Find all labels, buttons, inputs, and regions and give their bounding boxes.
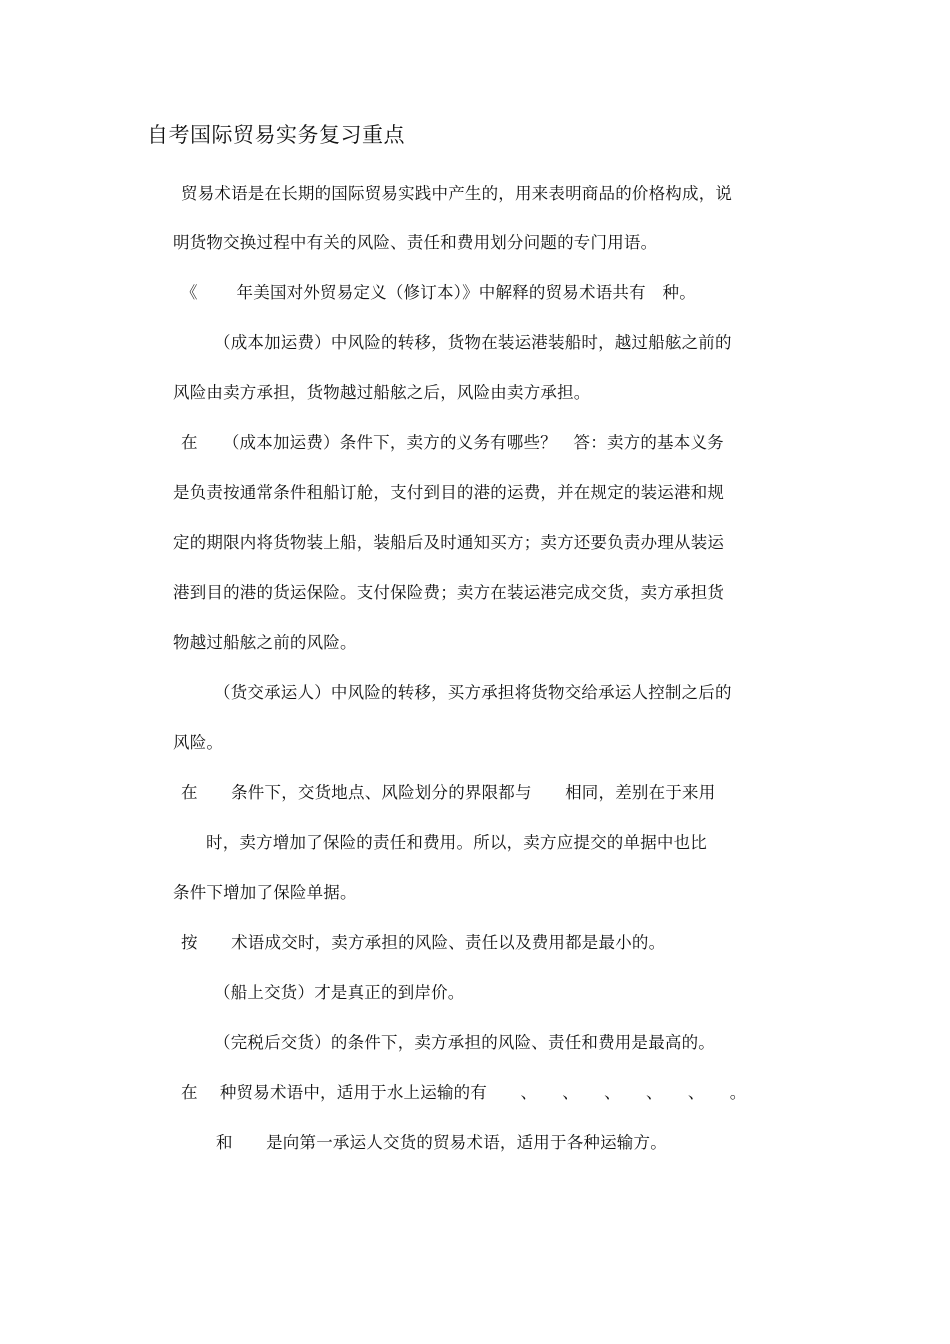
document-title: 自考国际贸易实务复习重点 [147, 123, 405, 147]
paragraph-line: （货交承运人）中风险的转移，买方承担将货物交给承运人控制之后的 [214, 683, 732, 702]
paragraph-line: 按 术语成交时，卖方承担的风险、责任以及费用都是最小的。 [181, 933, 666, 952]
paragraph-line: 在 条件下，交货地点、风险划分的界限都与 相同，差别在于来用 [181, 783, 716, 802]
paragraph-line: 是负责按通常条件租船订舱，支付到目的港的运费，并在规定的装运港和规 [173, 483, 725, 502]
paragraph-line: （船上交货）才是真正的到岸价。 [214, 983, 465, 1002]
paragraph-line: 在 种贸易术语中，适用于水上运输的有 、 、 、 、 、 。 [181, 1083, 747, 1102]
paragraph-line: 港到目的港的货运保险。支付保险费；卖方在装运港完成交货，卖方承担货 [173, 583, 725, 602]
paragraph-line: 风险由卖方承担，货物越过船舷之后，风险由卖方承担。 [173, 383, 591, 402]
paragraph-line: 时，卖方增加了保险的责任和费用。所以，卖方应提交的单据中也比 [206, 833, 707, 852]
paragraph-line: 贸易术语是在长期的国际贸易实践中产生的，用来表明商品的价格构成，说 [181, 184, 733, 203]
paragraph-line: 条件下增加了保险单据。 [173, 883, 357, 902]
paragraph-line: 和 是向第一承运人交货的贸易术语，适用于各种运输方。 [216, 1133, 667, 1152]
paragraph-line: 在 （成本加运费）条件下，卖方的义务有哪些？ 答：卖方的基本义务 [181, 433, 724, 452]
paragraph-line: 物越过船舷之前的风险。 [173, 633, 357, 652]
paragraph-line: 定的期限内将货物装上船，装船后及时通知买方；卖方还要负责办理从装运 [173, 533, 725, 552]
paragraph-line: 风险。 [173, 733, 224, 752]
paragraph-line: （完税后交货）的条件下，卖方承担的风险、责任和费用是最高的。 [214, 1033, 715, 1052]
paragraph-line: （成本加运费）中风险的转移，货物在装运港装船时，越过船舷之前的 [214, 333, 732, 352]
paragraph-line: 《 年美国对外贸易定义（修订本）》中解释的贸易术语共有 种。 [181, 283, 696, 302]
paragraph-line: 明货物交换过程中有关的风险、责任和费用划分问题的专门用语。 [173, 233, 658, 252]
